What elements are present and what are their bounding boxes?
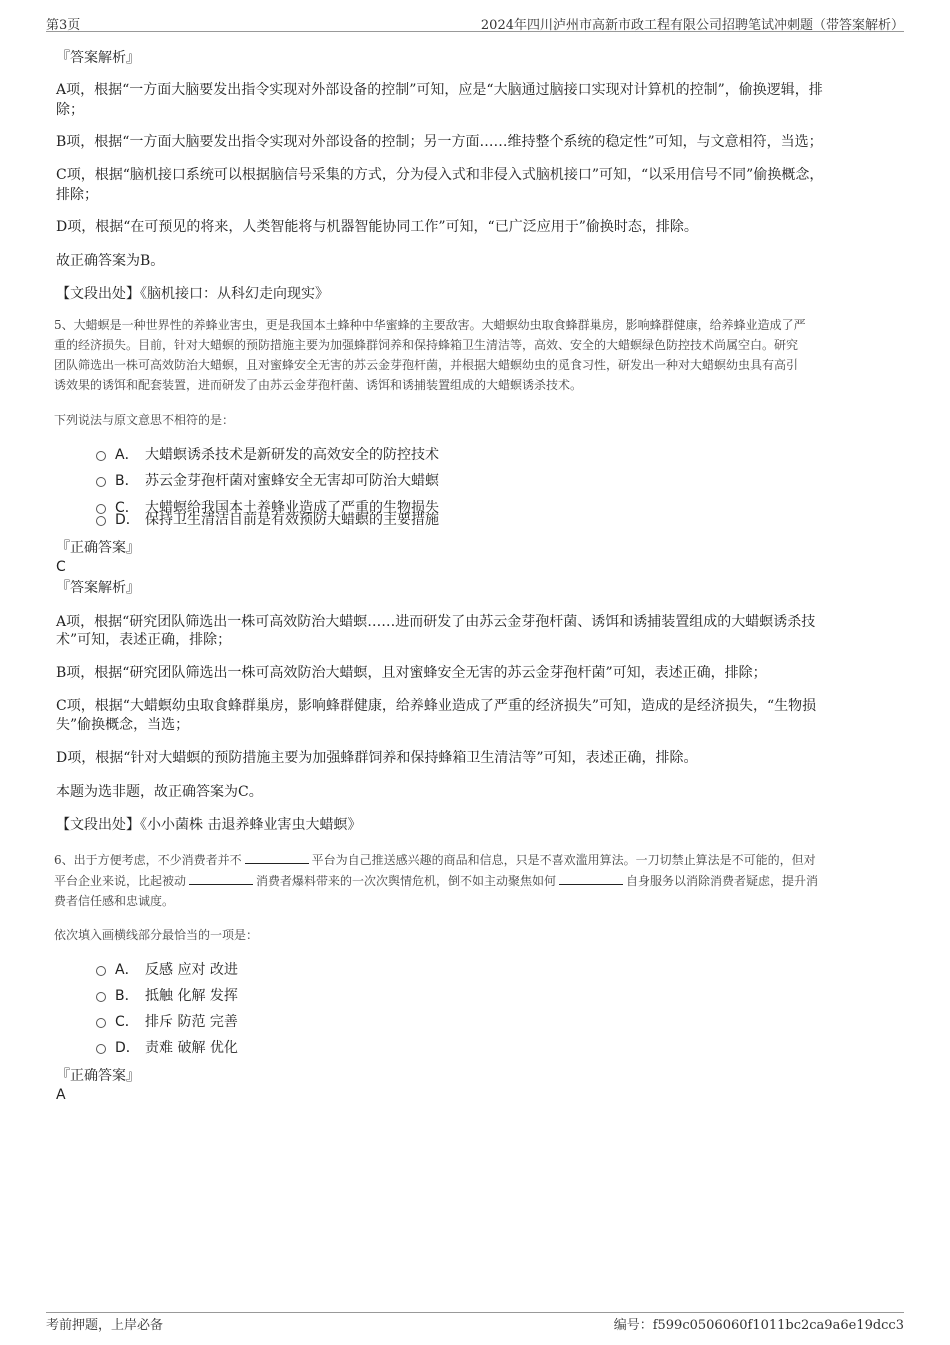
option-letter: B．: [115, 473, 139, 489]
q5-answer: C: [56, 559, 66, 575]
q6-stem-3: 费者信任感和忠诚度。: [54, 894, 175, 908]
fill-blank-2[interactable]: [189, 872, 253, 885]
radio-icon[interactable]: [96, 516, 106, 526]
q5-option-a[interactable]: [96, 443, 439, 465]
q4-analysis-title: 『答案解析』: [56, 50, 140, 66]
q6-stem-2: [54, 871, 818, 891]
fill-blank-1[interactable]: [245, 851, 309, 864]
option-letter: D．: [115, 512, 140, 528]
q6-option-c[interactable]: [96, 1010, 238, 1032]
q6-stem-1: [54, 850, 816, 870]
q5-source: 【文段出处】《小小菌株 击退养蜂业害虫大蜡螟》: [56, 817, 362, 833]
option-letter: C．: [115, 1014, 139, 1030]
q5-analysis-title: 『答案解析』: [56, 580, 140, 596]
q5-prompt: 下列说法与原文意思不相符的是：: [54, 413, 235, 427]
option-text: 保持卫生清洁目前是有效预防大蜡螟的主要措施: [145, 512, 439, 528]
q5-analysis-c-1: C项，根据“大蜡螟幼虫取食蜂群巢房，影响蜂群健康，给养蜂业造成了严重的经济损失”可知，造成的是经济损失，“生物损: [56, 698, 817, 714]
q5-option-d[interactable]: [96, 508, 439, 530]
option-text: 抵触 化解 发挥: [145, 988, 238, 1004]
radio-icon[interactable]: [96, 451, 106, 461]
option-text: 反感 应对 改进: [145, 962, 238, 978]
q6-option-d[interactable]: [96, 1036, 238, 1058]
q5-stem-1: 5、大蜡螟是一种世界性的养蜂业害虫，更是我国本土蜂种中华蜜蜂的主要敌害。大蜡螟幼虫取食蜂群巢房，影响蜂群健康，给养蜂业造成了严: [54, 318, 806, 332]
q5-answer-title: 『正确答案』: [56, 540, 140, 556]
footer-divider: [46, 1312, 904, 1313]
q6-prompt: 依次填入画横线部分最恰当的一项是：: [54, 928, 259, 942]
q4-analysis-d: D项，根据“在可预见的将来，人类智能将与机器智能协同工作”可知，“已广泛应用于”偷换时态，排除。: [56, 219, 698, 235]
q6-stem-text: 消费者爆料带来的一次次舆情危机，倒不如主动聚焦如何: [256, 874, 557, 888]
q5-analysis-a-2: 术”可知，表述正确，排除；: [56, 632, 232, 648]
q4-analysis-c-1: C项，根据“脑机接口系统可以根据脑信号采集的方式，分为侵入式和非侵入式脑机接口”可知，“以采用信号不同”偷换概念，: [56, 167, 824, 183]
option-text: 大蜡螟给我国本土养蜂业造成了严重的生物损失: [145, 500, 439, 516]
q5-analysis-b: B项，根据“研究团队筛选出一株可高效防治大蜡螟，且对蜜蜂安全无害的苏云金芽孢杆菌”可知，表述正确，排除；: [56, 665, 767, 681]
q6-stem-text: 平台为自己推送感兴趣的商品和信息，只是不喜欢滥用算法。一刀切禁止算法是不可能的，但对: [311, 853, 816, 867]
q6-stem-text: 自身服务以消除消费者疑虑，提升消: [626, 874, 819, 888]
q5-conclusion: 本题为选非题，故正确答案为C。: [56, 784, 263, 800]
footer-slogan: 考前押题，上岸必备: [46, 1318, 164, 1333]
q4-analysis-a-1: A项，根据“一方面大脑要发出指令实现对外部设备的控制”可知，应是“大脑通过脑接口实现对计算机的控制”，偷换逻辑，排: [56, 82, 823, 98]
q6-stem-text: 6、出于方便考虑，不少消费者并不: [54, 853, 242, 867]
q6-option-a[interactable]: [96, 958, 238, 980]
q6-answer: A: [56, 1087, 66, 1103]
option-text: 大蜡螟诱杀技术是新研发的高效安全的防控技术: [145, 447, 439, 463]
radio-icon[interactable]: [96, 992, 106, 1002]
q6-option-b[interactable]: [96, 984, 238, 1006]
q6-stem-text: 平台企业来说，比起被动: [54, 874, 187, 888]
q4-source: 【文段出处】《脑机接口：从科幻走向现实》: [56, 286, 329, 302]
radio-icon[interactable]: [96, 1044, 106, 1054]
q5-stem-2: 重的经济损失。目前，针对大蜡螟的预防措施主要为加强蜂群饲养和保持蜂箱卫生清洁等，高效、安全的大蜡螟绿色防控技术尚属空白。研究: [54, 338, 799, 352]
header-divider: [46, 31, 904, 32]
q4-analysis-a-2: 除；: [56, 102, 84, 118]
fill-blank-3[interactable]: [559, 872, 623, 885]
option-text: 排斥 防范 完善: [145, 1014, 238, 1030]
q5-stem-4: 诱效果的诱饵和配套装置，进而研发了由苏云金芽孢杆菌、诱饵和诱捕装置组成的大蜡螟诱杀技术。: [54, 378, 583, 392]
q4-analysis-c-2: 排除；: [56, 187, 98, 203]
q5-analysis-c-2: 失”偷换概念，当选；: [56, 717, 190, 733]
document-id: 编号：f599c0506060f1011bc2ca9a6e19dcc3: [613, 1318, 904, 1333]
option-letter: D．: [115, 1040, 140, 1056]
q5-analysis-a-1: A项，根据“研究团队筛选出一株可高效防治大蜡螟……进而研发了由苏云金芽孢杆菌、诱饵和诱捕装置组成的大蜡螟诱杀技: [56, 614, 816, 630]
radio-icon[interactable]: [96, 477, 106, 487]
q5-analysis-d: D项，根据“针对大蜡螟的预防措施主要为加强蜂群饲养和保持蜂箱卫生清洁等”可知，表述正确，排除。: [56, 750, 698, 766]
option-letter: A．: [115, 447, 139, 463]
q6-answer-title: 『正确答案』: [56, 1068, 140, 1084]
q4-analysis-b: B项，根据“一方面大脑要发出指令实现对外部设备的控制；另一方面……维持整个系统的稳定性”可知，与文意相符，当选；: [56, 134, 823, 150]
option-text: 责难 破解 优化: [145, 1040, 238, 1056]
option-letter: B．: [115, 988, 139, 1004]
option-letter: C．: [115, 500, 139, 516]
q5-option-b[interactable]: [96, 469, 439, 491]
q5-stem-3: 团队筛选出一株可高效防治大蜡螟，且对蜜蜂安全无害的苏云金芽孢杆菌，并根据大蜡螟幼虫的觅食习性，研发出一种对大蜡螟幼虫具有高引: [54, 358, 799, 372]
q4-conclusion: 故正确答案为B。: [56, 253, 165, 269]
radio-icon[interactable]: [96, 1018, 106, 1028]
option-text: 苏云金芽孢杆菌对蜜蜂安全无害却可防治大蜡螟: [145, 473, 439, 489]
radio-icon[interactable]: [96, 966, 106, 976]
page-number: 第3页: [46, 18, 81, 33]
option-letter: A．: [115, 962, 139, 978]
document-title: 2024年四川泸州市高新市政工程有限公司招聘笔试冲刺题（带答案解析）: [480, 18, 904, 33]
